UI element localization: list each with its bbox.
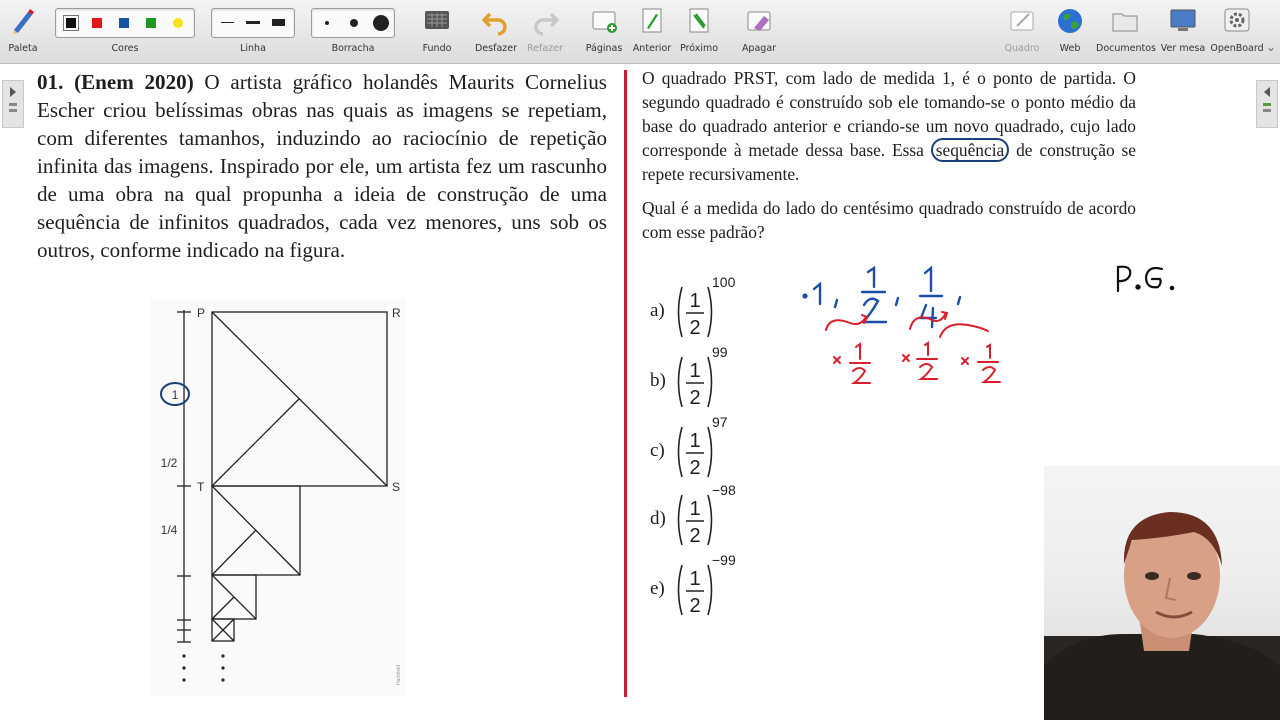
color-yellow-swatch[interactable] bbox=[173, 18, 183, 28]
option-numerator: 1 bbox=[689, 290, 701, 312]
palette-button[interactable]: Paleta bbox=[0, 0, 46, 63]
next-page-icon bbox=[684, 6, 714, 36]
board-button[interactable]: Quadro bbox=[1000, 0, 1044, 63]
option-denominator: 2 bbox=[689, 457, 701, 479]
label-s: S bbox=[392, 480, 401, 494]
line-thick-option[interactable] bbox=[272, 19, 285, 26]
figure-background bbox=[150, 300, 406, 696]
palette-pen-icon bbox=[8, 6, 38, 36]
option-fraction bbox=[674, 344, 744, 411]
option-exponent: −98 bbox=[712, 482, 736, 498]
color-blue-swatch[interactable] bbox=[119, 18, 129, 28]
colors-group: Cores bbox=[55, 0, 195, 63]
undo-button[interactable]: Desfazer bbox=[472, 0, 520, 63]
eraser-size-group: Borracha bbox=[311, 0, 395, 63]
color-green-swatch[interactable] bbox=[146, 18, 156, 28]
background-icon bbox=[422, 6, 452, 36]
documents-button[interactable]: Documentos bbox=[1096, 0, 1154, 63]
openboard-button[interactable]: OpenBoard bbox=[1210, 0, 1264, 63]
label-quarter: 1/4 bbox=[160, 523, 178, 537]
color-red-swatch[interactable] bbox=[92, 18, 102, 28]
option-exponent: 100 bbox=[712, 274, 736, 290]
line-width-box bbox=[211, 8, 295, 38]
colors-box bbox=[55, 8, 195, 38]
redo-button[interactable]: Refazer bbox=[522, 0, 568, 63]
toolbar bbox=[0, 0, 1280, 64]
option-denominator: 2 bbox=[689, 595, 701, 617]
eraser-large-option[interactable] bbox=[373, 15, 389, 31]
line-thin-option[interactable] bbox=[221, 22, 234, 23]
figure-credit: Harbfield bbox=[396, 664, 402, 685]
web-button[interactable]: Web bbox=[1048, 0, 1092, 63]
question-number: 01. bbox=[37, 70, 64, 94]
erase-page-button[interactable]: Apagar bbox=[736, 0, 782, 63]
pages-icon bbox=[589, 6, 619, 36]
option-numerator: 1 bbox=[689, 498, 701, 520]
highlight-sequence: sequência bbox=[931, 138, 1010, 162]
next-page-button[interactable]: Próximo bbox=[677, 0, 721, 63]
question-statement bbox=[37, 68, 607, 264]
line-width-group: Linha bbox=[211, 0, 295, 63]
option-numerator: 1 bbox=[689, 430, 701, 452]
option-denominator: 2 bbox=[689, 525, 701, 547]
option-denominator: 2 bbox=[689, 387, 701, 409]
question-source: (Enem 2020) bbox=[74, 70, 194, 94]
option-letter: d) bbox=[650, 508, 666, 529]
label-half: 1/2 bbox=[160, 456, 178, 470]
option-letter: b) bbox=[650, 370, 666, 391]
option-exponent: 99 bbox=[712, 344, 728, 360]
question-left-column bbox=[0, 64, 624, 720]
option-denominator: 2 bbox=[689, 317, 701, 339]
option-fraction bbox=[674, 552, 744, 619]
eraser-medium-option[interactable] bbox=[350, 19, 358, 27]
pg-annotation bbox=[1118, 267, 1173, 291]
background-button[interactable]: Fundo bbox=[415, 0, 459, 63]
color-black-swatch[interactable] bbox=[66, 18, 76, 28]
option-fraction bbox=[674, 414, 744, 481]
label-r: R bbox=[392, 306, 401, 320]
pages-button[interactable]: Páginas bbox=[582, 0, 626, 63]
option-fraction bbox=[674, 482, 744, 549]
previous-page-icon bbox=[637, 6, 667, 36]
toolbar-more-icon[interactable]: ⌄ bbox=[1266, 40, 1277, 54]
eraser-size-box bbox=[311, 8, 395, 38]
option-exponent: 97 bbox=[712, 414, 728, 430]
sequence-annotation bbox=[804, 268, 960, 327]
question-right-column bbox=[642, 66, 1136, 244]
squares-figure bbox=[150, 300, 450, 700]
desktop-button[interactable]: Ver mesa bbox=[1160, 0, 1206, 63]
label-t: T bbox=[197, 480, 205, 494]
handwritten-annotations bbox=[790, 255, 1190, 395]
column-divider bbox=[624, 70, 627, 697]
eraser-small-option[interactable] bbox=[325, 21, 329, 25]
previous-page-button[interactable]: Anterior bbox=[630, 0, 674, 63]
option-exponent: −99 bbox=[712, 552, 736, 568]
redo-icon bbox=[530, 6, 560, 36]
line-medium-option[interactable] bbox=[246, 21, 260, 24]
desktop-icon bbox=[1168, 6, 1198, 36]
question-body: O artista gráfico holandês Maurits Cornelius Escher criou belíssimas obras nas quais as imagens se repetiam, com diferentes tamanhos, induzindo ao raciocínio de repetição infinita das imagens. Inspirado por ele, um artista fez um rascunho de uma obra na qual propunha a ideia de construção de uma sequência de infinitos quadrados, cada vez menores, uns sob os outros, conforme indicado na figura. bbox=[37, 70, 607, 262]
globe-icon bbox=[1055, 6, 1085, 36]
presenter-video-frame bbox=[1044, 466, 1280, 720]
erase-page-icon bbox=[744, 6, 774, 36]
label-p: P bbox=[197, 306, 206, 320]
option-letter: a) bbox=[650, 300, 665, 321]
option-fraction bbox=[674, 274, 744, 341]
undo-icon bbox=[481, 6, 511, 36]
board-icon bbox=[1007, 6, 1037, 36]
presenter-webcam bbox=[1044, 466, 1280, 720]
question-prompt: Qual é a medida do lado do centésimo quadrado construído de acordo com esse padrão? bbox=[642, 198, 1136, 242]
option-letter: e) bbox=[650, 578, 665, 599]
folder-icon bbox=[1110, 6, 1140, 36]
arrow-left-icon bbox=[1257, 81, 1277, 127]
option-numerator: 1 bbox=[689, 568, 701, 590]
ratio-annotations bbox=[826, 312, 1000, 383]
option-letter: c) bbox=[650, 440, 665, 461]
settings-gear-icon bbox=[1222, 6, 1252, 36]
option-numerator: 1 bbox=[689, 360, 701, 382]
right-drawer-tab[interactable] bbox=[1256, 80, 1278, 128]
construction-paragraph: O quadrado PRST, com lado de medida 1, é o ponto de partida. O segundo quadrado é construído sob ele tomando-se o ponto médio da base do quadrado anterior e criando-se um novo quadrado, cujo lado corresponde à metade dessa base. Essa sequência de construção se repete recursivamente. bbox=[642, 68, 1136, 184]
label-one: 1 bbox=[171, 388, 179, 402]
